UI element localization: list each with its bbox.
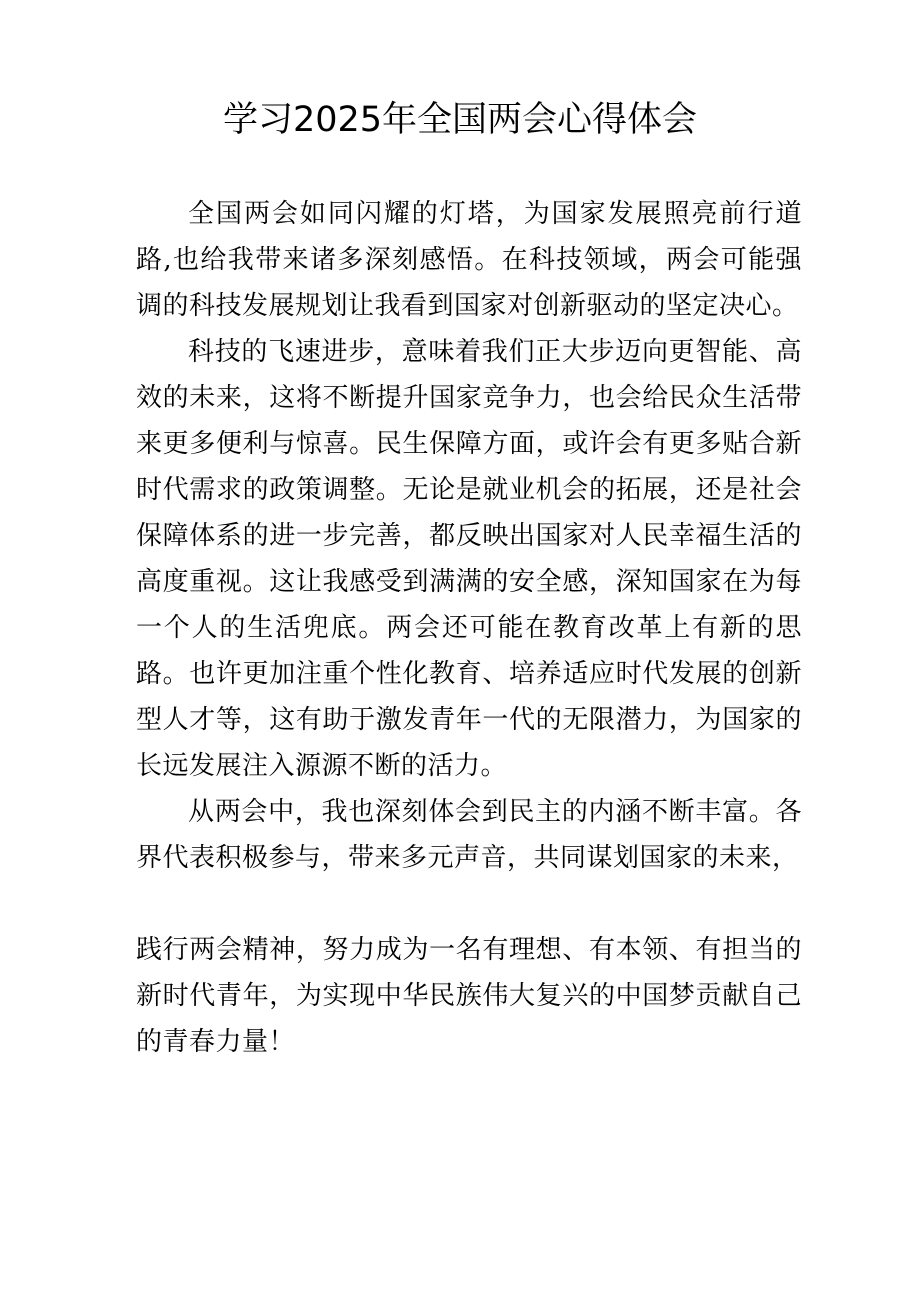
paragraph-4: 践行两会精神，努力成为一名有理想、有本领、有担当的新时代青年，为实现中华民族伟大复兴的中国梦贡献自己的青春力量！ [136,935,802,1057]
document-body [136,191,802,1065]
paragraph-1: 全国两会如同闪耀的灯塔，为国家发展照亮前行道路,也给我带来诸多深刻感悟。在科技领域，两会可能强调的科技发展规划让我看到国家对创新驱动的坚定决心。 [136,199,802,321]
document-title: 学习2025年全国两会心得体会 [222,100,698,140]
paragraph-3: 从两会中，我也深刻体会到民主的内涵不断丰富。各界代表积极参与，带来多元声音，共同谋划国家的未来， [136,797,802,873]
paragraph-2: 科技的飞速进步，意味着我们正大步迈向更智能、高效的未来，这将不断提升国家竞争力，也会给民众生活带来更多便利与惊喜。民生保障方面，或许会有更多贴合新时代需求的政策调整。无论是就业机会的拓展，还是社会保障体系的进一步完善，都反映出国家对人民幸福生活的高度重视。这让我感受到满满的安全感，深知国家在为每一个人的生活兜底。两会还可能在教育改革上有新的思路。也许更加注重个性化教育、培养适应时代发展的创新型人才等，这有助于激发青年一代的无限潜力，为国家的长远发展注入源源不断的活力。 [136,337,802,781]
